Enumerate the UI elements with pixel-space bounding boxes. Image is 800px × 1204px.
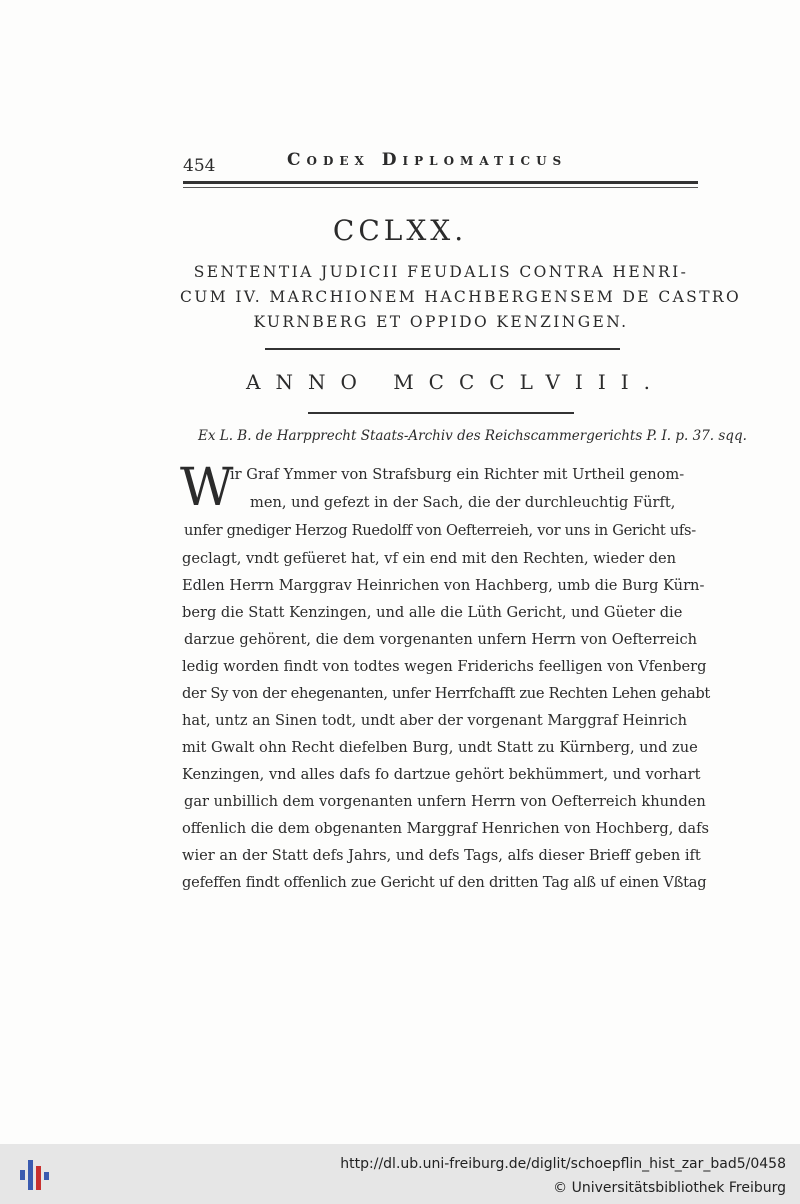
title-line: SENTENTIA JUDICII FEUDALIS CONTRA HENRI- <box>193 263 689 281</box>
anno-line: ANNO MCCCLVIII. <box>246 370 665 394</box>
body-line: Kenzingen, vnd alles dafs fo dartzue gehört bekhümmert, und vorhart <box>182 766 701 783</box>
body-line: berg die Statt Kenzingen, und alle die Lüth Gericht, und Güeter die <box>182 604 683 621</box>
document-number: CCLXX. <box>332 214 468 247</box>
page-header <box>183 150 700 176</box>
body-line: unfer gnediger Herzog Ruedolff von Oefterreieh, vor uns in Gericht ufs- <box>184 522 696 539</box>
anno-rule <box>308 412 574 414</box>
running-title: Codex Diplomaticus <box>287 150 568 170</box>
copyright-notice: © Universitätsbibliothek Freiburg <box>553 1180 786 1196</box>
header-rule <box>183 181 698 188</box>
body-line: der Sy von der ehegenanten, unfer Herrfchafft zue Rechten Lehen gehabt <box>182 685 710 702</box>
body-line: mit Gwalt ohn Recht diefelben Burg, undt Statt zu Kürnberg, und zue <box>182 739 698 756</box>
body-line: darzue gehörent, die dem vorgenanten unfern Herrn von Oefterreich <box>184 631 698 648</box>
drop-cap: W <box>180 458 234 518</box>
body-line: ledig worden findt von todtes wegen Friderichs feelligen von Vfenberg <box>182 658 707 675</box>
title-rule <box>265 348 620 350</box>
body-line: gefeffen findt offenlich zue Gericht uf den dritten Tag alß uf einen Vßtag <box>182 874 707 891</box>
title-line: KURNBERG ET OPPIDO KENZINGEN. <box>253 313 629 331</box>
source-citation: Ex L. B. de Harpprecht Staats-Archiv des Reichscammergerichts P. I. p. 37. sqq. <box>198 428 747 444</box>
title-line: CUM IV. MARCHIONEM HACHBERGENSEM DE CASTRO <box>180 288 742 306</box>
body-line: ir Graf Ymmer von Strafsburg ein Richter mit Urtheil genom- <box>230 466 685 483</box>
body-line: offenlich die dem obgenanten Marggraf Henrichen von Hochberg, dafs <box>182 820 709 837</box>
body-line: men, und gefezt in der Sach, die der durchleuchtig Fürft, <box>250 494 676 511</box>
permalink-url[interactable]: http://dl.ub.uni-freiburg.de/diglit/schoepflin_hist_zar_bad5/0458 <box>340 1156 786 1172</box>
viewer-footer <box>0 1144 800 1204</box>
library-logo-icon <box>16 1152 56 1198</box>
body-line: geclagt, vndt gefüeret hat, vf ein end mit den Rechten, wieder den <box>182 550 677 567</box>
body-line: gar unbillich dem vorgenanten unfern Herrn von Oefterreich khunden <box>184 793 706 810</box>
document-title <box>180 260 742 335</box>
body-line: wier an der Statt defs Jahrs, und defs Tags, alfs dieser Brieff geben ift <box>182 847 701 864</box>
body-line: hat, untz an Sinen todt, undt aber der vorgenant Marggraf Heinrich <box>182 712 688 729</box>
body-line: Edlen Herrn Marggrav Heinrichen von Hachberg, umb die Burg Kürn- <box>182 577 705 594</box>
page-number: 454 <box>183 156 216 176</box>
